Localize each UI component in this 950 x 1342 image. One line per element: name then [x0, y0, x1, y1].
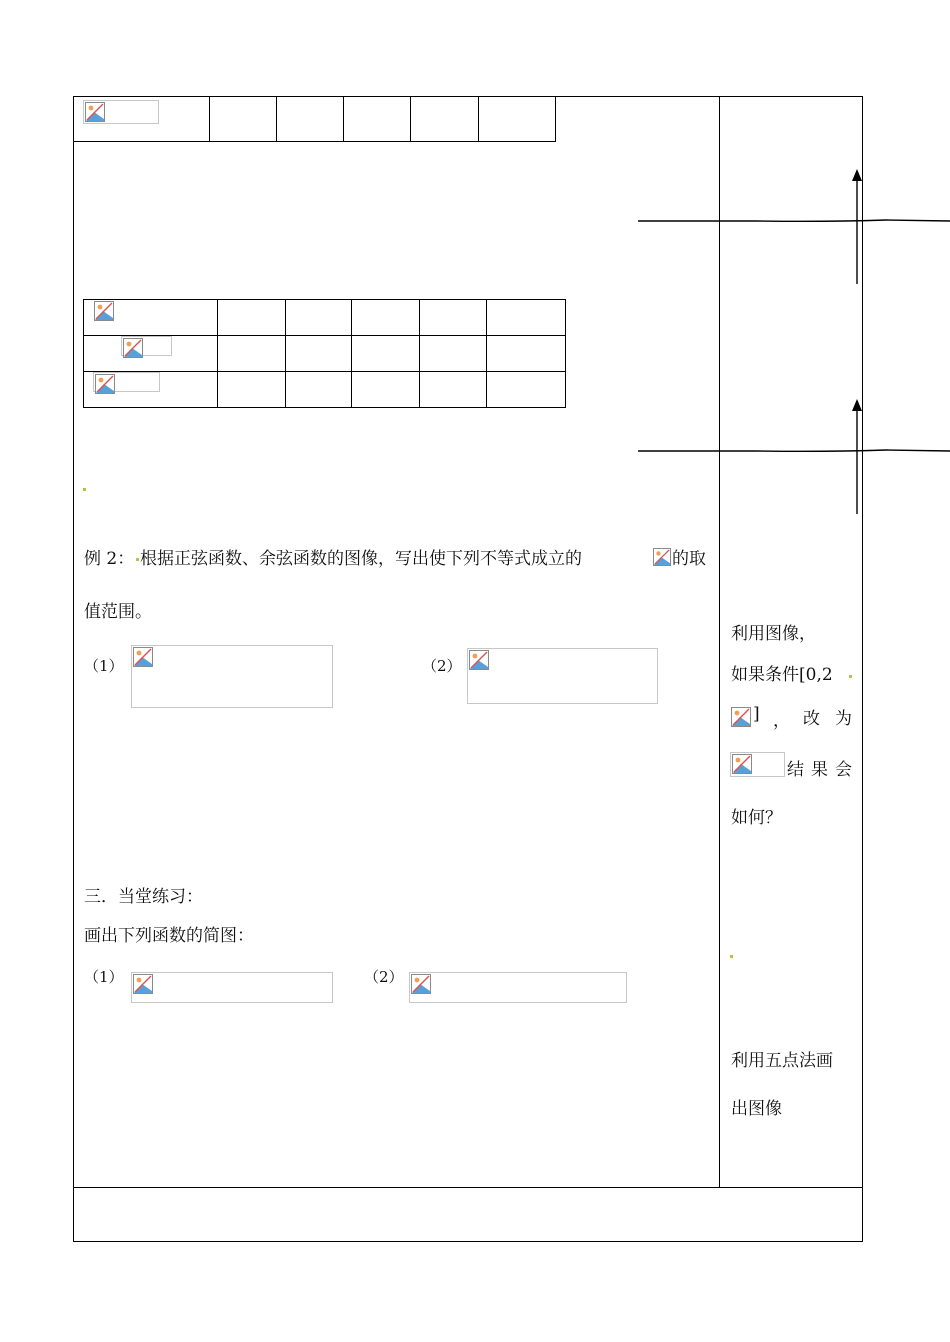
table-cell [218, 372, 286, 408]
table-cell [276, 97, 344, 142]
formula-image-icon [93, 300, 115, 322]
sidebar-note1-line4b: 果 [811, 760, 828, 780]
example2-item2-label: （2） [422, 657, 462, 675]
formula-image-icon [730, 706, 752, 728]
sidebar-note1-line3a: ] [753, 704, 760, 724]
example2-item1-label: （1） [84, 657, 124, 675]
coordinate-axes-2 [636, 396, 950, 520]
table-cell [479, 97, 556, 142]
example2-prefix: 例 2： [84, 549, 135, 569]
practice-heading: 三．当堂练习： [84, 887, 203, 907]
table-cell [352, 300, 420, 336]
practice-item2-label: （2） [364, 968, 404, 986]
practice-item1-label: （1） [84, 968, 124, 986]
example2-text: 根据正弦函数、余弦函数的图像，写出使下列不等式成立的 [140, 549, 582, 569]
sidebar-note1-line2: 如果条件[0,2 [731, 665, 833, 685]
function-image-2 [409, 972, 627, 1003]
inequality-image-2 [467, 648, 658, 704]
table-cell [285, 336, 352, 372]
marker-dot [83, 488, 86, 491]
sidebar-note1-line3c: 改 [803, 709, 820, 729]
inequality-image-1 [131, 645, 333, 708]
formula-image-icon [93, 372, 160, 392]
table-cell [344, 97, 411, 142]
table-cell [419, 336, 487, 372]
table-cell [209, 97, 276, 142]
formula-image-icon [730, 752, 785, 777]
sidebar-note1-line3d: 为 [835, 709, 852, 729]
coordinate-axes-1 [636, 166, 950, 290]
example2-text-line2: 值范围。 [84, 602, 152, 622]
example2-text-end: 的取 [672, 549, 706, 569]
marker-dot [849, 675, 852, 678]
sidebar-note1-line5: 如何？ [731, 808, 782, 828]
practice-instruction: 画出下列函数的简图： [84, 926, 254, 946]
function-image-1 [131, 972, 333, 1003]
table-cell [285, 372, 352, 408]
table-cell [411, 97, 479, 142]
table-cell [285, 300, 352, 336]
table-cell [218, 300, 286, 336]
footer-divider [73, 1187, 863, 1188]
marker-dot [136, 558, 139, 561]
sidebar-note1-line4c: 会 [835, 760, 852, 780]
table-cell [419, 300, 487, 336]
marker-dot [730, 955, 733, 958]
sidebar-note2-line1: 利用五点法画 [731, 1051, 833, 1071]
table-row [84, 300, 566, 336]
sidebar-note1-line3b: ， [773, 711, 790, 731]
table-cell [419, 372, 487, 408]
table-cell [352, 336, 420, 372]
sidebar-note1-line1: 利用图像， [731, 624, 816, 644]
table-cell [352, 372, 420, 408]
table-cell [487, 336, 566, 372]
table-cell [487, 300, 566, 336]
formula-image-icon [83, 100, 159, 124]
formula-image-icon [121, 336, 172, 356]
table-cell [218, 336, 286, 372]
sidebar-note2-line2: 出图像 [731, 1099, 782, 1119]
sidebar-note1-line4a: 结 [787, 760, 804, 780]
table-cell [487, 372, 566, 408]
formula-image-icon [652, 547, 672, 567]
